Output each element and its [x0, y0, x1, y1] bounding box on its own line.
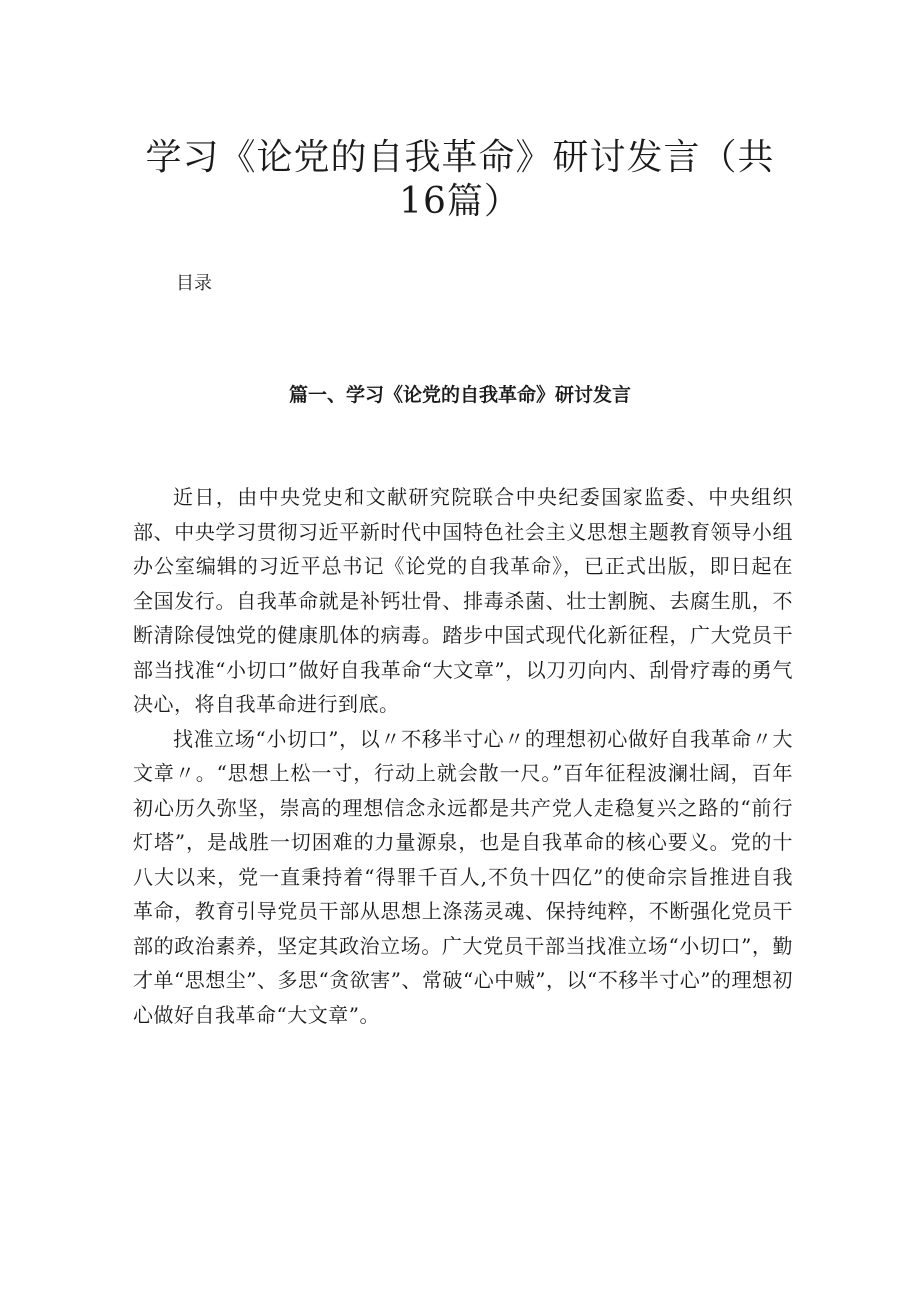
paragraph-2: 找准立场“小切口”，以〃不移半寸心〃的理想初心做好自我革命〃大文章〃。“思想上松一寸，行动上就会散一尺。”百年征程波澜壮阔，百年初心历久弥坚，崇高的理想信念永远都是共产党人走稳复兴之路的“前行灯塔”，是战胜一切困难的力量源泉，也是自我革命的核心要义。党的十八大以来，党一直秉持着“得罪千百人,不负十四亿”的使命宗旨推进自我革命，教育引导党员干部从思想上涤荡灵魂、保持纯粹，不断强化党员干部的政治素养，坚定其政治立场。广大党员干部当找准立场“小切口”，勤才单“思想尘”、多思“贪欲害”、常破“心中贼”，以“不移半寸心”的理想初心做好自我革命“大文章”。 [133, 726, 793, 1027]
toc-label: 目录 [176, 273, 212, 294]
document-title: 学习《论党的自我革命》研讨发言（共16篇） [145, 137, 775, 222]
section-heading: 篇一、学习《论党的自我革命》研讨发言 [288, 384, 631, 406]
paragraph-1: 近日，由中央党史和文献研究院联合中央纪委国家监委、中央组织部、中央学习贯彻习近平新时代中国特色社会主义思想主题教育领导小组办公室编辑的习近平总书记《论党的自我革命》，已正式出版，即日起在全国发行。自我革命就是补钙壮骨、排毒杀菌、壮士割腕、去腐生肌，不断清除侵蚀党的健康肌体的病毒。踏步中国式现代化新征程，广大党员干部当找准“小切口”做好自我革命“大文章”，以刀刃向内、刮骨疗毒的勇气决心，将自我革命进行到底。 [133, 485, 793, 716]
body-text [133, 480, 793, 1032]
